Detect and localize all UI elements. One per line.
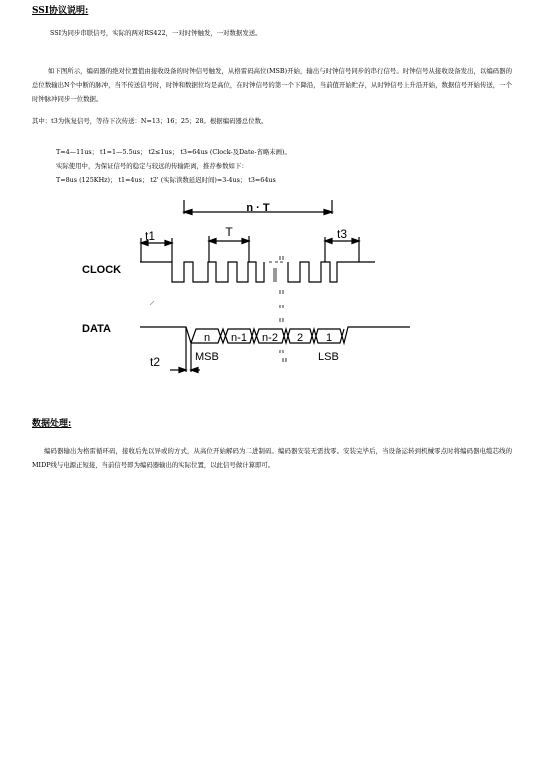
bit-n2-label: n-2 [262,332,278,344]
clock-label: CLOCK [82,264,122,276]
lsb-label: LSB [318,351,339,363]
ssi-heading: SSI协议说明: [32,6,89,16]
data-processing-paragraph: 编码器输出为格雷循环码，接收后先以异或的方式，从高位开始解码为二进制码。编码器安装无需找零。安装完毕后，当设备运转到机械零点时将编码器电缆芯线的MIDP线与电源正短接，当前信号即为编码器输出的实际位置，以此信号做计算即可。 [32,447,512,470]
bit-n1-label: n-1 [231,332,247,344]
data-label: DATA [82,323,111,335]
bit-1-label: 1 [325,332,333,344]
bit-n-label: n [203,332,211,344]
timing-line-2: 实际使用中，为保证信号的稳定与较远的传输距离，推荐参数如下： [56,162,248,170]
nt-label: n · T [246,202,270,214]
t2-label: t2 [150,355,161,369]
msb-label: MSB [195,351,219,363]
t3-label: t3 [336,227,348,241]
note-line: 其中：t3为恢复信号，等待下次传送：N=13；16；25；28。根据编码器总位数。 [32,117,268,125]
timing-line-1: T=4—11us； t1=1—5.5us； t2≤1us； t3=64us (Clock-及Date-省略未画)。 [56,148,291,156]
timing-line-3: T=8us (125KHz)； t1=4us； t2' (实际读数延迟时间)=3-4us； t3=64us [56,176,276,184]
period-t-label: T [225,225,233,239]
description-paragraph: 如下图所示，编码器的绝对位置值由接收设备的时钟信号触发，从格雷码高位(MSB)开始，输出与时钟信号同步的串行信号。时钟信号从接收设备发出，以编码器的总位数输出N个中断的脉冲，当不传送信号时，时钟和数据位均是高位，在时钟信号的第一个下降沿，当前值开始贮存，从时钟信号上升沿开始，数据信号开始传送，一个时钟脉冲同步一位数据。 [32,67,512,104]
intro-line: SSI为同步串联信号，实际的两对RS422，一对时钟触发，一对数据发送。 [50,29,262,37]
t1-label: t1 [145,229,156,243]
data-processing-heading: 数据处理: [32,419,72,429]
bit-2-label: 2 [296,332,304,344]
